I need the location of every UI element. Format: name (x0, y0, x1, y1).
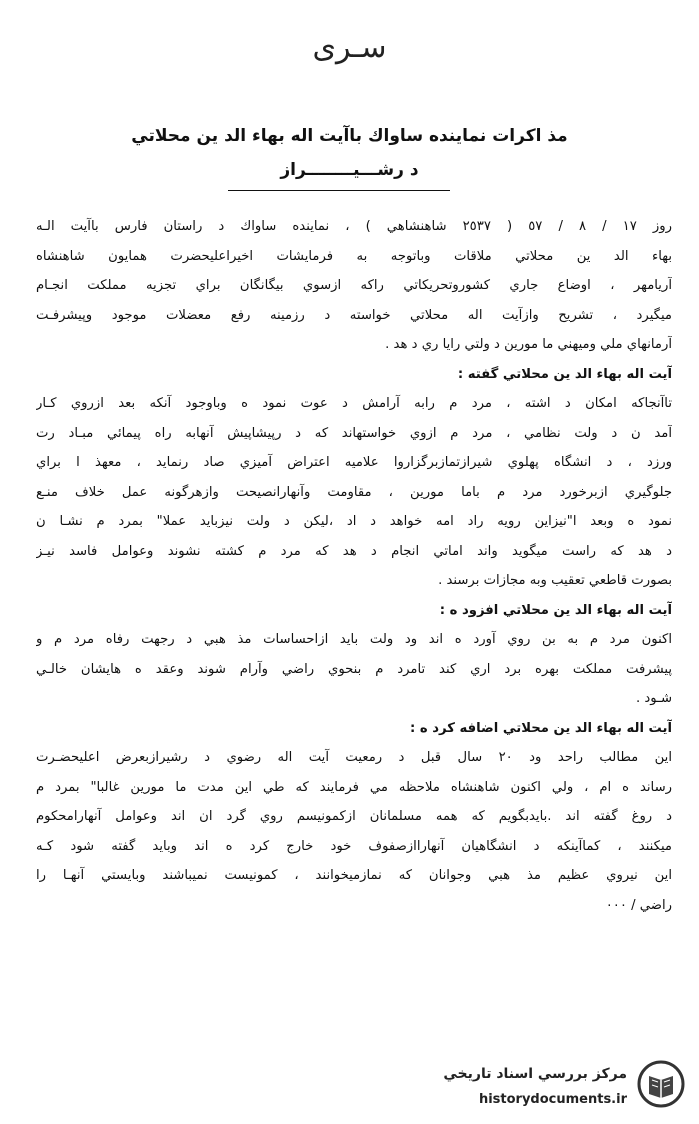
body-line: نمود ه وبعد ا"نيزاين رويه راد امه خواهد د اد ،ليكن د ولت نيزبايد عملا" بمرد م نشـا ن (36, 514, 672, 529)
archive-watermark (405, 1058, 685, 1116)
body-line: پيشرفت مملكت بهره برد اري كند تامرد م بنحوي راضي وآرام شوند وعقد ه هايشان خالـي (36, 661, 672, 677)
body-line: د هد كه راست ميگويد واند اماتي انجام د هد كه مرد م كشته نشوند وعوامل فاسد نيـز (36, 543, 672, 559)
body-line: اين مطالب راحد ود ٢٠ سال قبل د رمعيت آيت اله رضوي د رشيرازبعرض اعليحضـرت (36, 750, 672, 765)
body-line: اين نيروي عظيم مذ هبي وجوانان كه نمازميخوانند ، كمونيست نميباشند وبايستي آنهـا را (36, 868, 672, 883)
body-line: آمد ن د ولت نظامي ، مرد م ازوي خواستهاند كه د رپيشاپيش آنهابه راه پيمائي مبـاد رت (36, 425, 672, 441)
title-underline (228, 190, 450, 191)
body-line: بصورت قاطعي تعقيب وبه مجازات برسند . (438, 573, 672, 588)
body-line: روز ١٧ / ٨ / ٥٧ ( ٢٥٣٧ شاهنشاهي ) ، نماينده ساواك د راستان فارس باآيت الـه (36, 219, 672, 234)
body-line: آريامهر ، اوضاع جاري كشوروتحريكاتي راكه ازسوي بيگانگان براي تجزيه مملكت انجـام (36, 278, 672, 293)
document-body (36, 212, 672, 920)
body-line: شـود . (636, 691, 672, 706)
body-line: تاآنجاكه امكان د اشته ، مرد م رابه آرامش د عوت نمود ه وباوجود آنكه بعد ازروي كـار (36, 396, 672, 411)
body-line: ميگيرد ، تشريح وازآيت اله محلاتي خواسته د رزمينه رفع معضلات موجود وپيشرفـت (36, 307, 672, 323)
body-line: آرمانهاي ملي وميهني ما مورين د ولتي رايا ري د هد . (385, 337, 672, 352)
body-line: بهاء الد ين محلاتي ملاقات وباتوجه به فرمايشات اخيراعليحضرت همايون شاهنشاه (36, 248, 672, 264)
body-line: اكنون مرد م به بن روي آورد ه اند ود ولت بايد ازاحساسات مذ هبي د رجهت رفاه مرد م و (36, 632, 672, 647)
classification-mark: سـرى (312, 30, 387, 65)
body-line: د روغ گفته اند .بايدبگويم كه همه مسلمانان ازكمونيسم روي گرد ان اند وعوامل آنهارامحكوم (36, 809, 672, 824)
body-line: ورزد ، د انشگاه پهلوي شيرازتمازبرگزاروا علاميه اعتراض آميزي صاد رنمايد ، معهذ ا براي (36, 455, 672, 470)
document-title: مذ اكرات نماينده ساواك باآيت اله بهاء الد ين محلاتي (131, 126, 568, 146)
book-logo-icon (637, 1060, 685, 1108)
body-line: جلوگيري ازبرخورد مرد م باما مورين ، مقاومت وآنهارانصيحت وازهرگونه عمل خلاف منـع (36, 484, 672, 500)
body-line-continued: راضي / ٠٠٠ (605, 897, 672, 913)
archive-name: مركز بررسي اسناد تاريخي (443, 1066, 627, 1082)
body-line: ميكنند ، كماآينكه د انشگاهيان آنهاراازصفوف خود خارج كرد ه اند وبايد گفته شود كـه (36, 838, 672, 854)
archive-url: historydocuments.ir (478, 1092, 627, 1107)
section-heading: آيت اله بهاء الد ين محلاتي اضافه كرد ه : (409, 720, 672, 736)
section-heading: آيت اله بهاء الد ين محلاتي گفته : (457, 366, 672, 382)
document-title-location: د رشـــيــــــــراز (280, 160, 419, 180)
body-line: رساند ه ام ، ولي اكنون شاهنشاه ملاحظه مي فرمايند كه طي اين مدت ما مورين غالبا" بمرد م (36, 779, 672, 795)
section-heading: آيت اله بهاء الد ين محلاتي افزود ه : (439, 602, 672, 618)
